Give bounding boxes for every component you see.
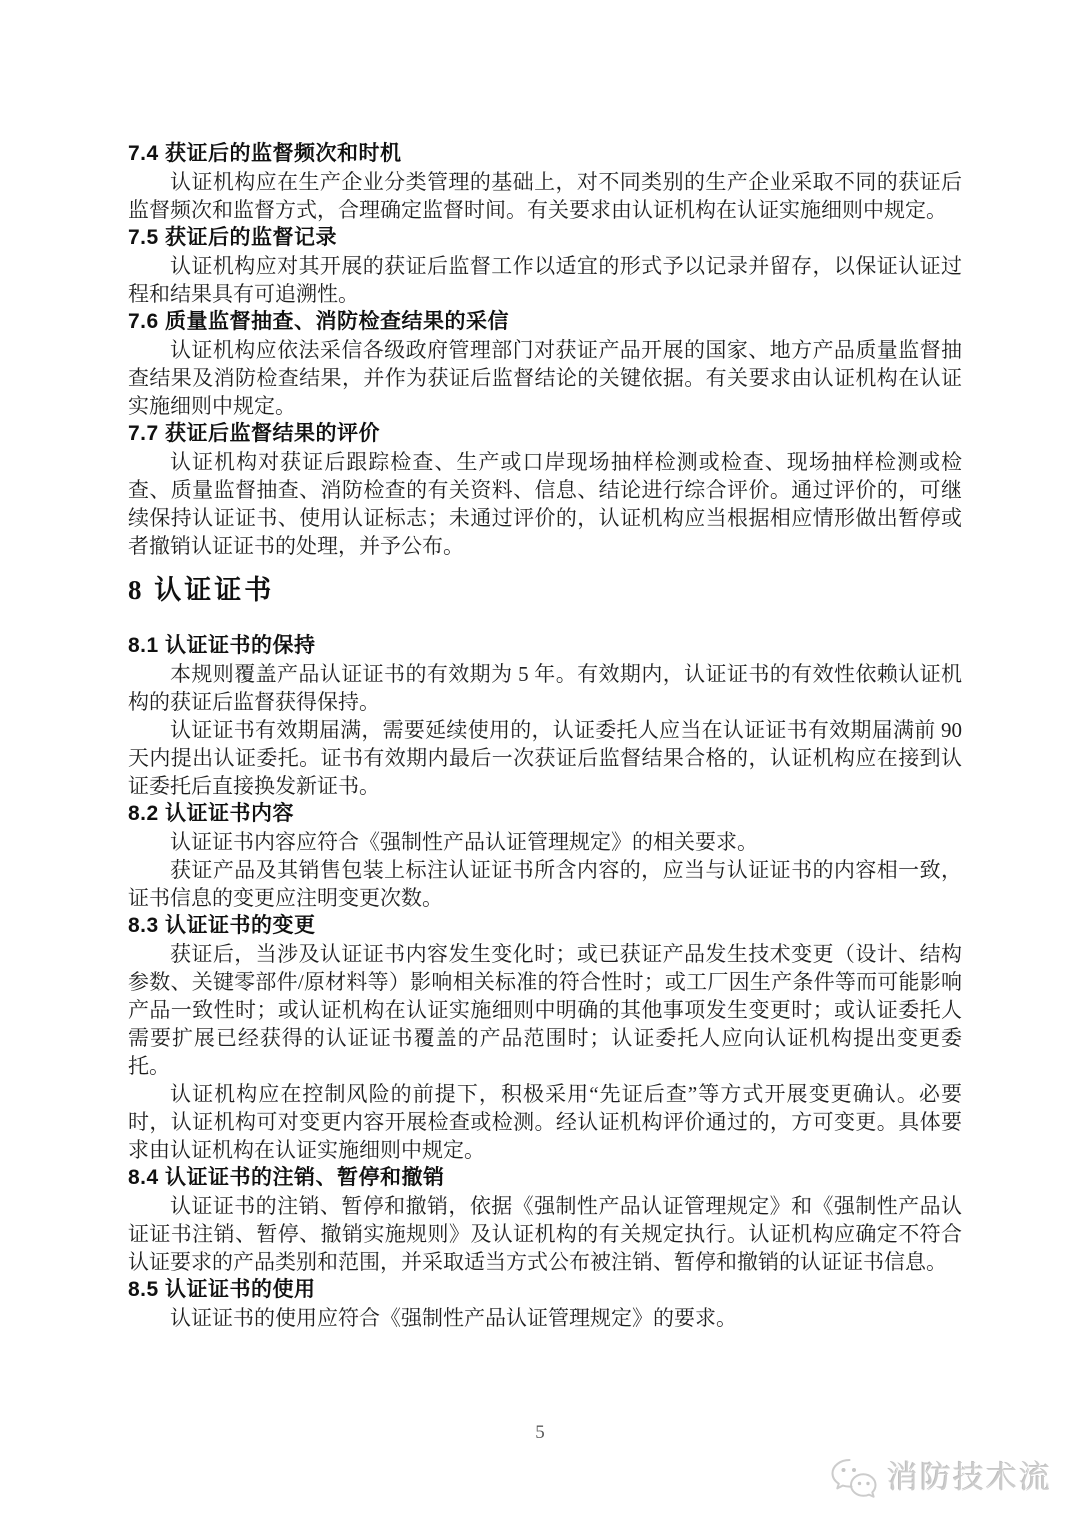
section-heading-7-7: 7.7 获证后监督结果的评价 <box>128 422 381 445</box>
watermark-badge <box>829 1456 1052 1500</box>
section-heading-7-5: 7.5 获证后的监督记录 <box>128 226 338 249</box>
section-heading-8-3: 8.3 认证证书的变更 <box>128 914 316 937</box>
paragraph: 获证后，当涉及认证证书内容发生变化时；或已获证产品发生技术变更（设计、结构参数、关键零部件/原材料等）影响相关标准的符合性时；或工厂因生产条件等而可能影响产品一致性时；或认证机构在认证实施细则中明确的其他事项发生变更时；或认证委托人需要扩展已经获得的认证证书覆盖的产品范围时；认证委托人应向认证机构提出变更委托。 <box>128 942 962 1078</box>
paragraph: 认证证书的注销、暂停和撤销，依据《强制性产品认证管理规定》和《强制性产品认证证书注销、暂停、撤销实施规则》及认证机构的有关规定执行。认证机构应确定不符合认证要求的产品类别和范围，并采取适当方式公布被注销、暂停和撤销的认证证书信息。 <box>128 1194 962 1274</box>
section-heading-7-6: 7.6 质量监督抽查、消防检查结果的采信 <box>128 310 510 333</box>
paragraph: 获证产品及其销售包装上标注认证证书所含内容的，应当与认证证书的内容相一致，证书信息的变更应注明变更次数。 <box>128 858 962 910</box>
paragraph: 认证证书的使用应符合《强制性产品认证管理规定》的要求。 <box>170 1306 737 1330</box>
paragraph: 认证机构应在生产企业分类管理的基础上，对不同类别的生产企业采取不同的获证后监督频次和监督方式，合理确定监督时间。有关要求由认证机构在认证实施细则中规定。 <box>128 170 962 222</box>
wechat-icon <box>829 1456 879 1500</box>
paragraph: 认证机构应依法采信各级政府管理部门对获证产品开展的国家、地方产品质量监督抽查结果及消防检查结果，并作为获证后监督结论的关键依据。有关要求由认证机构在认证实施细则中规定。 <box>128 338 962 418</box>
chapter-heading-8: 8 认证证书 <box>128 575 275 605</box>
paragraph: 认证证书内容应符合《强制性产品认证管理规定》的相关要求。 <box>170 830 758 854</box>
paragraph: 本规则覆盖产品认证证书的有效期为 5 年。有效期内，认证证书的有效性依赖认证机构的获证后监督获得保持。 <box>128 662 962 714</box>
paragraph: 认证机构对获证后跟踪检查、生产或口岸现场抽样检测或检查、现场抽样检测或检查、质量监督抽查、消防检查的有关资料、信息、结论进行综合评价。通过评价的，可继续保持认证证书、使用认证标志；未通过评价的，认证机构应当根据相应情形做出暂停或者撤销认证证书的处理，并予公布。 <box>128 450 962 558</box>
paragraph: 认证证书有效期届满，需要延续使用的，认证委托人应当在认证证书有效期届满前 90 天内提出认证委托。证书有效期内最后一次获证后监督结果合格的，认证机构应在接到认证委托后直接换发新证书。 <box>128 718 962 798</box>
section-heading-7-4: 7.4 获证后的监督频次和时机 <box>128 142 402 165</box>
page-number: 5 <box>535 1422 545 1443</box>
paragraph: 认证机构应对其开展的获证后监督工作以适宜的形式予以记录并留存，以保证认证过程和结果具有可追溯性。 <box>128 254 962 306</box>
section-heading-8-5: 8.5 认证证书的使用 <box>128 1278 316 1301</box>
section-heading-8-4: 8.4 认证证书的注销、暂停和撤销 <box>128 1166 445 1189</box>
paragraph: 认证机构应在控制风险的前提下，积极采用“先证后查”等方式开展变更确认。必要时，认证机构可对变更内容开展检查或检测。经认证机构评价通过的，方可变更。具体要求由认证机构在认证实施细则中规定。 <box>128 1082 962 1162</box>
section-heading-8-1: 8.1 认证证书的保持 <box>128 634 316 657</box>
watermark-text: 消防技术流 <box>887 1460 1052 1495</box>
document-body <box>128 140 962 1332</box>
section-heading-8-2: 8.2 认证证书内容 <box>128 802 295 825</box>
